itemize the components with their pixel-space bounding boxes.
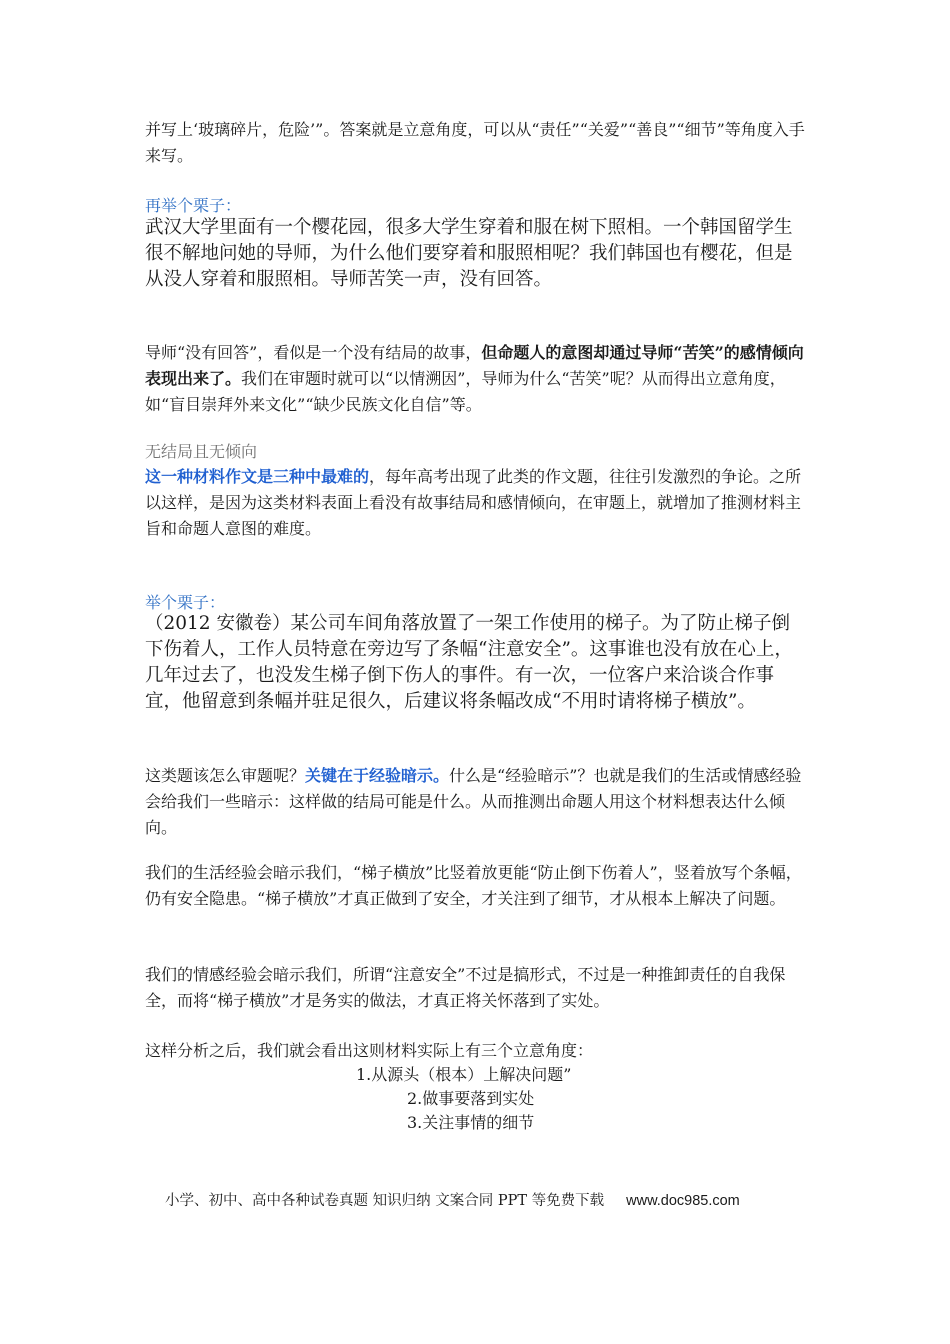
list-item-1: 1.从源头（根本）上解决问题”	[356, 1065, 572, 1084]
paragraph-emotional-experience: 我们的情感经验会暗示我们，所谓“注意安全”不过是搞形式，不过是一种推卸责任的自我保全，而将“梯子横放”才是务实的做法，才真正将关怀落到了实处。	[145, 965, 786, 1010]
list-item-3: 3.关注事情的细节	[407, 1113, 535, 1132]
paragraph-summary: 这样分析之后，我们就会看出这则材料实际上有三个立意角度：	[145, 1041, 594, 1060]
how-text-1: 这类题该怎么审题呢？	[145, 766, 306, 785]
hardest-type-bold-text: 这一种材料作文是三种中最难的	[145, 467, 370, 486]
analysis-text-1: 导师“没有回答”，看似是一个没有结局的故事，	[145, 343, 482, 362]
paragraph-hardest-type	[145, 464, 805, 542]
paragraph-intro-conclusion: 并写上‘玻璃碎片，危险’”。答案就是立意角度，可以从“责任”“关爱”“善良”“细节”等角度入手来写。	[145, 120, 805, 165]
how-bold-text: 关键在于经验暗示。	[305, 766, 450, 785]
example-label-second: 再举个栗子：	[145, 196, 242, 215]
footer-text: 小学、初中、高中各种试卷真题 知识归纳 文案合同 PPT 等免费下载	[165, 1193, 605, 1209]
paragraph-sakura-story: 武汉大学里面有一个樱花园，很多大学生穿着和服在树下照相。一个韩国留学生很不解地问她的导师，为什么他们要穿着和服照相呢？我们韩国也有樱花，但是从没人穿着和服照相。导师苦笑一声，没有回答。	[145, 217, 793, 290]
paragraph-ladder-story: （2012 安徽卷）某公司车间角落放置了一架工作使用的梯子。为了防止梯子倒下伤着人，工作人员特意在旁边写了条幅“注意安全”。这事谁也没有放在心上，几年过去了，也没发生梯子倒下伤人的事件。有一次，一位客户来洽谈合作事宜，他留意到条幅并驻足很久，后建议将条幅改成“不用时请将梯子横放”。	[145, 613, 793, 712]
section-heading-no-ending: 无结局且无倾向	[145, 442, 258, 461]
paragraph-how-to-analyze	[145, 763, 805, 841]
paragraph-life-experience: 我们的生活经验会暗示我们，“梯子横放”比竖着放更能“防止倒下伤着人”，竖着放写个条幅，仍有安全隐患。“梯子横放”才真正做到了安全，才关注到了细节，才从根本上解决了问题。	[145, 863, 802, 908]
analysis-bold-text: 但命题人的意图却通过导师“苦笑”的感情倾向表现出来了。	[145, 343, 804, 388]
list-item-2: 2.做事要落到实处	[407, 1089, 535, 1108]
footer-url: www.doc985.com	[626, 1193, 740, 1209]
how-text-2: 什么是“经验暗示”？也就是我们的生活或情感经验会给我们一些暗示：这样做的结局可能是什么。从而推测出命题人用这个材料想表达什么倾向。	[145, 766, 802, 837]
example-label-third: 举个栗子：	[145, 593, 226, 612]
page-footer	[165, 1191, 740, 1211]
hardest-type-text: ，每年高考出现了此类的作文题，往往引发激烈的争论。之所以这样，是因为这类材料表面上看没有故事结局和感情倾向，在审题上，就增加了推测材料主旨和命题人意图的难度。	[145, 467, 802, 538]
paragraph-sakura-analysis	[145, 340, 805, 418]
analysis-text-2: 我们在审题时就可以“以情溯因”，导师为什么“苦笑”呢？从而得出立意角度，如“盲目崇拜外来文化”“缺少民族文化自信”等。	[145, 369, 786, 414]
